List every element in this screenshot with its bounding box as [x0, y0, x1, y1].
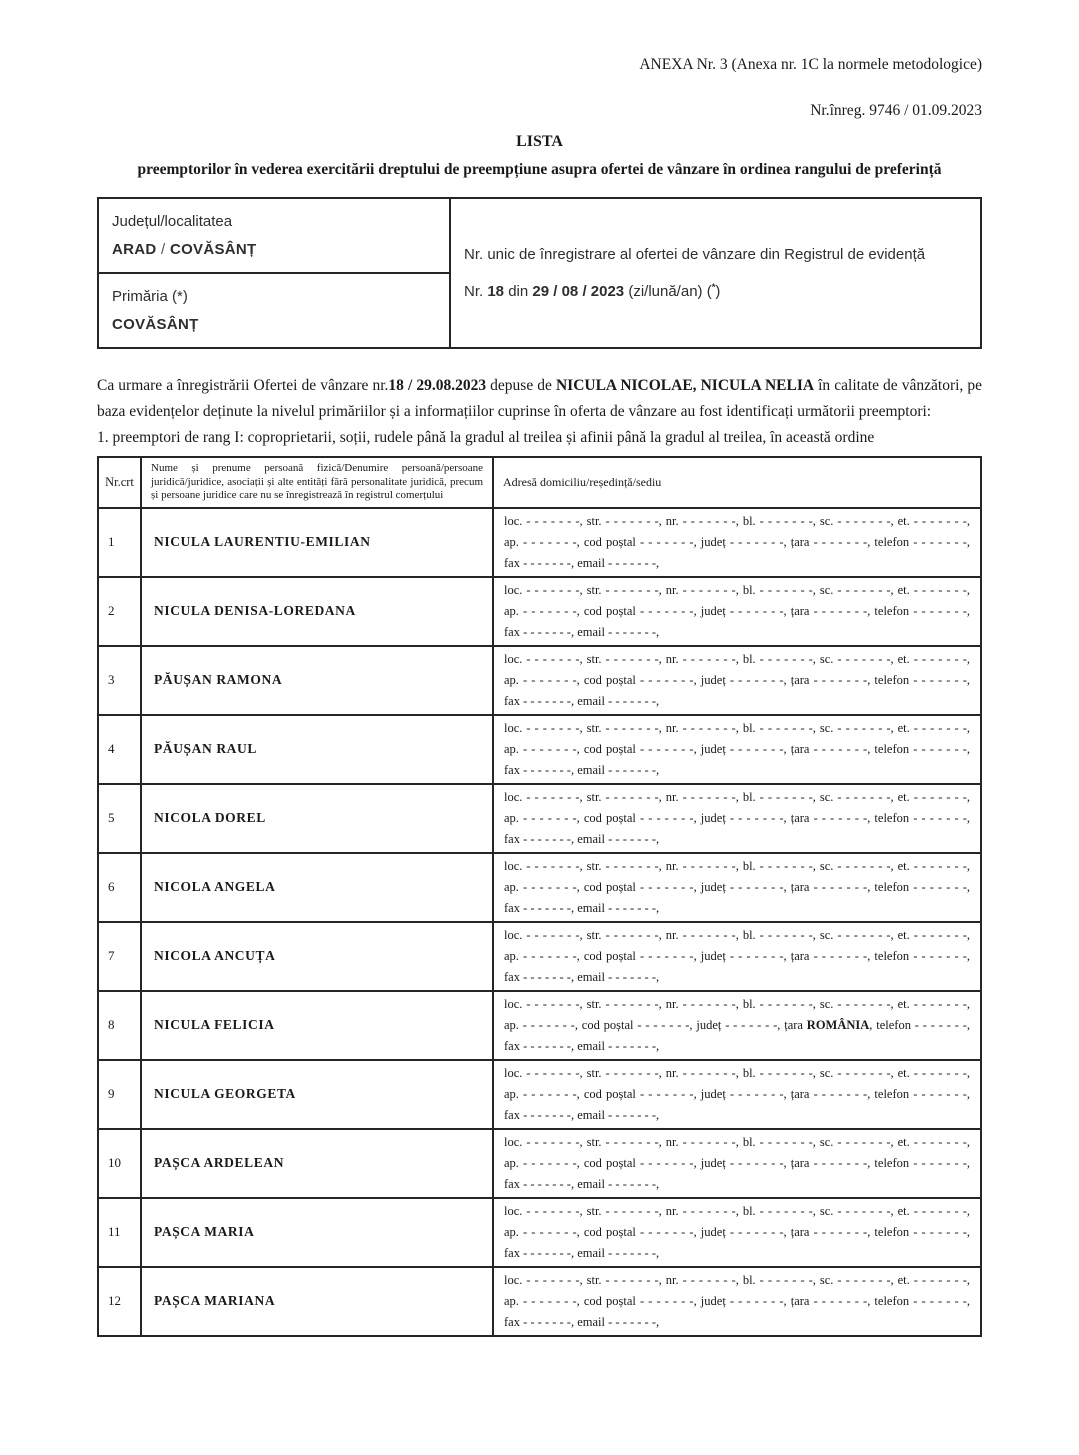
- country-value: ROMÂNIA: [806, 1017, 870, 1032]
- address-line-2: ap. - - - - - - -, cod poștal - - - - - - -, județ - - - - - - -, țara - - - - - - -, telefon - - - - - - -,: [504, 948, 970, 963]
- address-line-1: loc. - - - - - - -, str. - - - - - - -, nr. - - - - - - -, bl. - - - - - - -, sc. - - - - - - -, et. - - - - - - -,: [504, 720, 970, 735]
- address-line-1: loc. - - - - - - -, str. - - - - - - -, nr. - - - - - - -, bl. - - - - - - -, sc. - - - - - - -, et. - - - - - - -,: [504, 996, 970, 1011]
- row-number: 10: [98, 1129, 141, 1198]
- address-line-1: loc. - - - - - - -, str. - - - - - - -, nr. - - - - - - -, bl. - - - - - - -, sc. - - - - - - -, et. - - - - - - -,: [504, 1272, 970, 1287]
- preemptor-name: PAȘCA MARIANA: [141, 1267, 493, 1336]
- address-line-3: fax - - - - - - -, email - - - - - - -,: [504, 762, 660, 777]
- offer-number: 18: [487, 283, 505, 300]
- preemptor-address: [493, 646, 981, 715]
- address-line-2: ap. - - - - - - -, cod poștal - - - - - - -, județ - - - - - - -, țara - - - - - - -, telefon - - - - - - -,: [504, 534, 970, 549]
- address-line-2: ap. - - - - - - -, cod poștal - - - - - - -, județ - - - - - - -, țara - - - - - - -, telefon - - - - - - -,: [504, 672, 970, 687]
- date-format-hint: (zi/lună/an): [628, 283, 703, 300]
- preemptor-address: [493, 1267, 981, 1336]
- preemptor-address: [493, 715, 981, 784]
- table-row: [98, 922, 981, 991]
- offer-ref: 18 / 29.08.2023: [388, 377, 487, 394]
- table-row: [98, 1267, 981, 1336]
- preemptor-name: NICULA FELICIA: [141, 991, 493, 1060]
- address-line-3: fax - - - - - - -, email - - - - - - -,: [504, 1245, 660, 1260]
- address-line-2: ap. - - - - - - -, cod poștal - - - - - - -, județ - - - - - - -, țara - - - - - - -, telefon - - - - - - -,: [504, 741, 970, 756]
- row-number: 8: [98, 991, 141, 1060]
- row-number: 9: [98, 1060, 141, 1129]
- address-line-1: loc. - - - - - - -, str. - - - - - - -, nr. - - - - - - -, bl. - - - - - - -, sc. - - - - - - -, et. - - - - - - -,: [504, 858, 970, 873]
- table-row: [98, 1198, 981, 1267]
- row-number: 1: [98, 508, 141, 577]
- row-number: 2: [98, 577, 141, 646]
- address-line-2: ap. - - - - - - -, cod poștal - - - - - - -, județ - - - - - - -, țara - - - - - - -, telefon - - - - - - -,: [504, 1293, 970, 1308]
- address-line-1: loc. - - - - - - -, str. - - - - - - -, nr. - - - - - - -, bl. - - - - - - -, sc. - - - - - - -, et. - - - - - - -,: [504, 651, 970, 666]
- row-number: 11: [98, 1198, 141, 1267]
- address-line-3: fax - - - - - - -, email - - - - - - -,: [504, 969, 660, 984]
- county-label: Județul/localitatea: [112, 213, 233, 230]
- preemptor-name: PĂUȘAN RAUL: [141, 715, 493, 784]
- rank-one-line: 1. preemptori de rang I: coproprietarii, soții, rudele până la gradul al treilea și afinii până la gradul al treilea, în această ordine: [97, 429, 875, 446]
- sellers-names: NICULA NICOLAE, NICULA NELIA: [555, 377, 815, 394]
- list-title: LISTA: [516, 133, 563, 150]
- row-number: 3: [98, 646, 141, 715]
- intro-paragraph: Ca urmare a înregistrării Ofertei de vânzare nr.18 / 29.08.2023 depuse de NICULA NICOLAE, NICULA NELIA în calitate de vânzători, pe baza evidențelor deținute la nivelul primăriilor și a informațiilor cuprinse în oferta de vânzare au fost identificați următorii preemptori:: [97, 377, 982, 420]
- address-line-2: ap. - - - - - - -, cod poștal - - - - - - -, județ - - - - - - -, țara - - - - - - -, telefon - - - - - - -,: [504, 1086, 970, 1101]
- country-value: - - - - - - -: [813, 1293, 868, 1308]
- address-line-1: loc. - - - - - - -, str. - - - - - - -, nr. - - - - - - -, bl. - - - - - - -, sc. - - - - - - -, et. - - - - - - -,: [504, 582, 970, 597]
- preemptor-name: NICOLA ANCUȚA: [141, 922, 493, 991]
- country-value: - - - - - - -: [813, 672, 868, 687]
- preemptor-address: [493, 1129, 981, 1198]
- preemptor-address: [493, 508, 981, 577]
- row-number: 4: [98, 715, 141, 784]
- address-line-3: fax - - - - - - -, email - - - - - - -,: [504, 1176, 660, 1191]
- address-line-3: fax - - - - - - -, email - - - - - - -,: [504, 831, 660, 846]
- preemptor-name: NICOLA DOREL: [141, 784, 493, 853]
- document-page: [0, 55, 1079, 1455]
- address-line-3: fax - - - - - - -, email - - - - - - -,: [504, 900, 660, 915]
- column-header-address: Adresă domiciliu/reședință/sediu: [493, 457, 981, 508]
- table-row: [98, 991, 981, 1060]
- table-body: [98, 508, 981, 1336]
- address-line-3: fax - - - - - - -, email - - - - - - -,: [504, 1107, 660, 1122]
- row-number: 12: [98, 1267, 141, 1336]
- preemptor-address: [493, 577, 981, 646]
- column-header-nr: Nr.crt: [98, 457, 141, 508]
- registration-number-value: Nr. 18 din 29 / 08 / 2023 (zi/lună/an) (*): [464, 282, 721, 300]
- address-line-3: fax - - - - - - -, email - - - - - - -,: [504, 555, 660, 570]
- address-line-1: loc. - - - - - - -, str. - - - - - - -, nr. - - - - - - -, bl. - - - - - - -, sc. - - - - - - -, et. - - - - - - -,: [504, 927, 970, 942]
- preemptor-address: [493, 1198, 981, 1267]
- address-line-3: fax - - - - - - -, email - - - - - - -,: [504, 624, 660, 639]
- address-line-2: ap. - - - - - - -, cod poștal - - - - - - -, județ - - - - - - -, țara - - - - - - -, telefon - - - - - - -,: [504, 1224, 970, 1239]
- preemptor-name: PAȘCA MARIA: [141, 1198, 493, 1267]
- country-value: - - - - - - -: [813, 603, 868, 618]
- locality-name: COVĂSÂNȚ: [169, 241, 257, 258]
- table-row: [98, 1129, 981, 1198]
- address-line-2: ap. - - - - - - -, cod poștal - - - - - - -, județ - - - - - - -, țara ROMÂNIA, telefon - - - - - - -,: [504, 1017, 970, 1032]
- row-number: 6: [98, 853, 141, 922]
- table-row: [98, 508, 981, 577]
- address-line-2: ap. - - - - - - -, cod poștal - - - - - - -, județ - - - - - - -, țara - - - - - - -, telefon - - - - - - -,: [504, 879, 970, 894]
- address-line-2: ap. - - - - - - -, cod poștal - - - - - - -, județ - - - - - - -, țara - - - - - - -, telefon - - - - - - -,: [504, 810, 970, 825]
- county-value: [112, 236, 435, 264]
- address-line-2: ap. - - - - - - -, cod poștal - - - - - - -, județ - - - - - - -, țara - - - - - - -, telefon - - - - - - -,: [504, 1155, 970, 1170]
- address-line-2: ap. - - - - - - -, cod poștal - - - - - - -, județ - - - - - - -, țara - - - - - - -, telefon - - - - - - -,: [504, 603, 970, 618]
- address-line-3: fax - - - - - - -, email - - - - - - -,: [504, 1314, 660, 1329]
- row-number: 7: [98, 922, 141, 991]
- table-row: [98, 646, 981, 715]
- county-name: ARAD: [112, 241, 157, 258]
- city-hall-cell: [98, 273, 450, 348]
- registration-info-box: [97, 197, 982, 349]
- address-line-1: loc. - - - - - - -, str. - - - - - - -, nr. - - - - - - -, bl. - - - - - - -, sc. - - - - - - -, et. - - - - - - -,: [504, 789, 970, 804]
- address-line-3: fax - - - - - - -, email - - - - - - -,: [504, 1038, 660, 1053]
- preemptor-name: NICULA GEORGETA: [141, 1060, 493, 1129]
- country-value: - - - - - - -: [813, 534, 868, 549]
- country-value: - - - - - - -: [813, 1155, 868, 1170]
- city-hall-value: COVĂSÂNȚ: [112, 316, 199, 333]
- preemptor-name: NICULA LAURENTIU-EMILIAN: [141, 508, 493, 577]
- preemptor-address: [493, 784, 981, 853]
- address-line-1: loc. - - - - - - -, str. - - - - - - -, nr. - - - - - - -, bl. - - - - - - -, sc. - - - - - - -, et. - - - - - - -,: [504, 1134, 970, 1149]
- offer-date: 29 / 08 / 2023: [532, 283, 625, 300]
- address-line-1: loc. - - - - - - -, str. - - - - - - -, nr. - - - - - - -, bl. - - - - - - -, sc. - - - - - - -, et. - - - - - - -,: [504, 1065, 970, 1080]
- preemptor-address: [493, 1060, 981, 1129]
- county-cell: [98, 198, 450, 273]
- unique-registration-text: Nr. unic de înregistrare al ofertei de vânzare din Registrul de evidență: [464, 246, 926, 263]
- country-value: - - - - - - -: [813, 948, 868, 963]
- city-hall-label: Primăria (*): [112, 288, 188, 305]
- country-value: - - - - - - -: [813, 741, 868, 756]
- preemptors-table: [97, 456, 982, 1337]
- table-row: [98, 784, 981, 853]
- address-line-3: fax - - - - - - -, email - - - - - - -,: [504, 693, 660, 708]
- preemptor-name: PĂUȘAN RAMONA: [141, 646, 493, 715]
- table-row: [98, 853, 981, 922]
- country-value: - - - - - - -: [813, 1224, 868, 1239]
- preemptor-address: [493, 922, 981, 991]
- preemptor-name: NICULA DENISA-LOREDANA: [141, 577, 493, 646]
- country-value: - - - - - - -: [813, 879, 868, 894]
- address-line-1: loc. - - - - - - -, str. - - - - - - -, nr. - - - - - - -, bl. - - - - - - -, sc. - - - - - - -, et. - - - - - - -,: [504, 1203, 970, 1218]
- footnote-marker: (*): [706, 282, 721, 300]
- county-separator: /: [156, 241, 170, 258]
- list-subtitle: preemptorilor în vederea exercitării dreptului de preempțiune asupra ofertei de vânzare în ordinea rangului de preferință: [137, 161, 942, 178]
- table-row: [98, 577, 981, 646]
- preemptor-address: [493, 853, 981, 922]
- anexa-heading: ANEXA Nr. 3 (Anexa nr. 1C la normele metodologice): [639, 56, 982, 73]
- table-header-row: [98, 457, 981, 508]
- address-line-1: loc. - - - - - - -, str. - - - - - - -, nr. - - - - - - -, bl. - - - - - - -, sc. - - - - - - -, et. - - - - - - -,: [504, 513, 970, 528]
- column-header-name: Nume și prenume persoană fizică/Denumire persoană/persoane juridică/juridice, asociații și alte entități fără personalitate juridică, precum și persoane juridice care nu se înregistrează în registrul comerțului: [141, 457, 493, 508]
- country-value: - - - - - - -: [813, 1086, 868, 1101]
- registration-number-line: Nr.înreg. 9746 / 01.09.2023: [810, 102, 982, 119]
- row-number: 5: [98, 784, 141, 853]
- unique-registration-cell: [450, 198, 981, 348]
- table-row: [98, 715, 981, 784]
- country-value: - - - - - - -: [813, 810, 868, 825]
- table-row: [98, 1060, 981, 1129]
- preemptor-name: NICOLA ANGELA: [141, 853, 493, 922]
- preemptor-address: [493, 991, 981, 1060]
- preemptor-name: PAȘCA ARDELEAN: [141, 1129, 493, 1198]
